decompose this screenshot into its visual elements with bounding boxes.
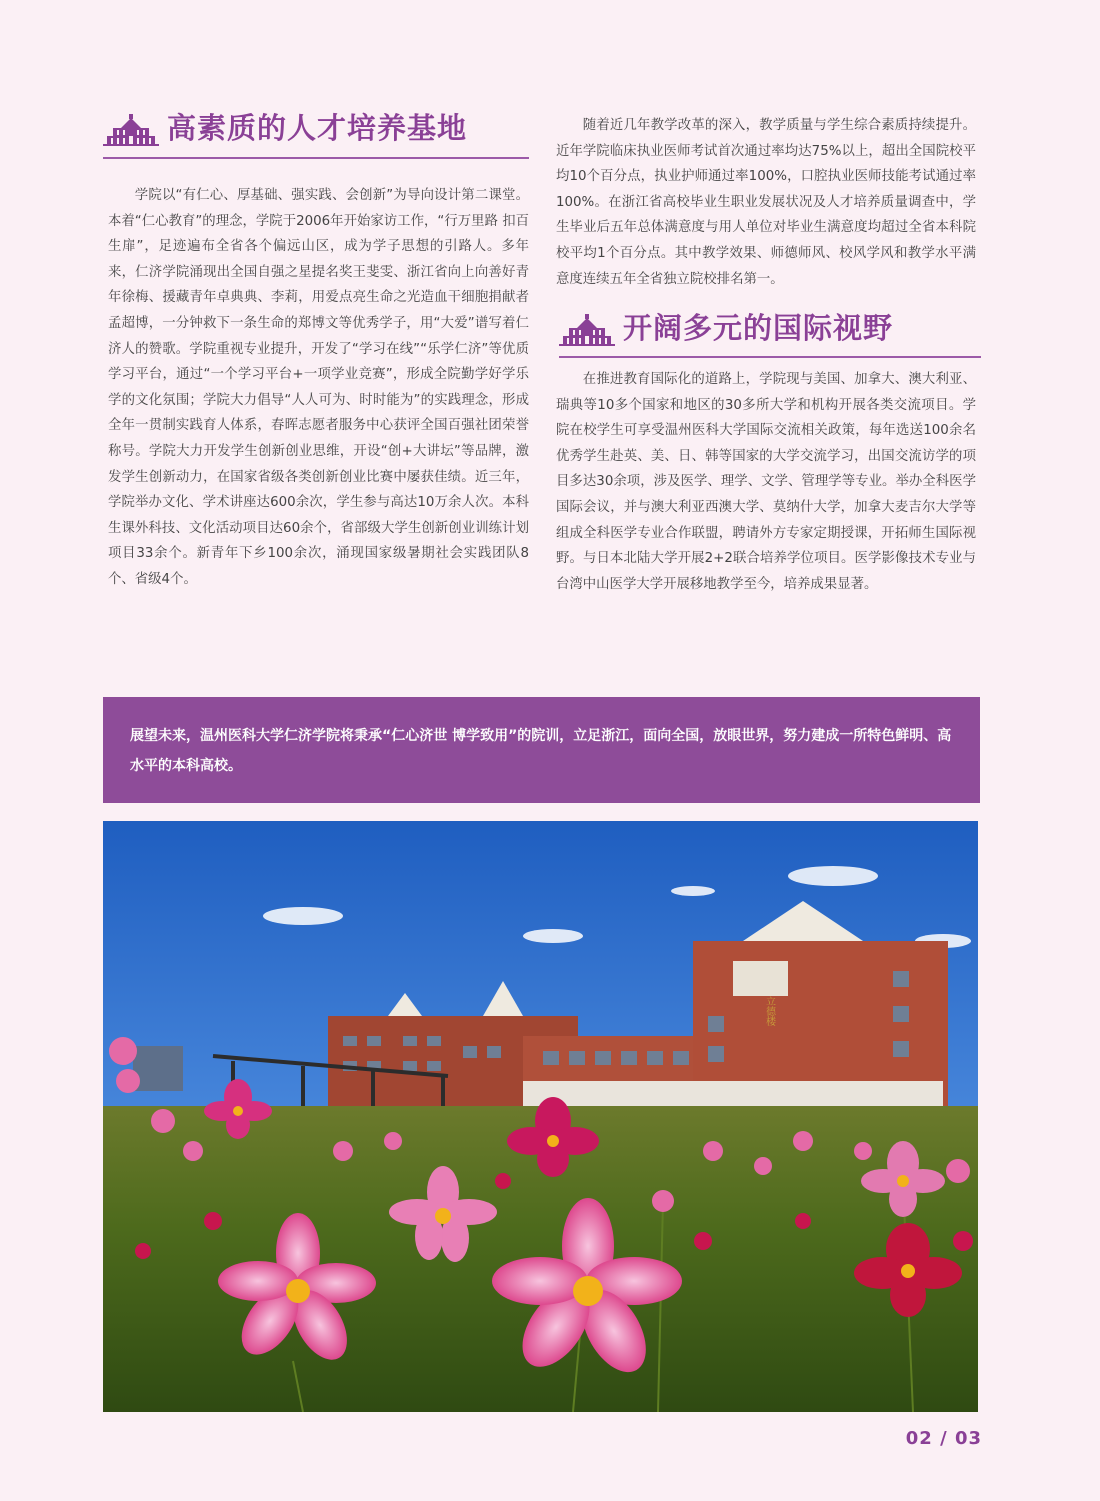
section-paragraph-talent: 学院以“有仁心、厚基础、强实践、会创新”为导向设计第二课堂。本着“仁心教育”的理念，学院于2006年开始家访工作，“行万里路 扣百生扉”，足迹遍布全省各个偏远山区，成为学子思想的引路人。多年来，仁济学院涌现出全国自强之星提名奖王斐雯、浙江省向上向善好青年徐梅、援藏青年卓典典、李莉，用爱点亮生命之光造血干细胞捐献者孟超博，一分钟救下一条生命的郑博文等优秀学子，用“大爱”谱写着仁济人的赞歌。学院重视专业提升，开发了“学习在线”“乐学仁济”等优质学习平台，通过“一个学习平台+一项学业竞赛”，形成全院勤学好学乐学的文化氛围；学院大力倡导“人人可为、时时能为”的实践理念，形成全年一贯制实践育人体系，春晖志愿者服务中心获评全国百强社团荣誉称号。学院大力开发学生创新创业思维，开设“创+大讲坛”等品牌，激发学生创新动力，在国家省级各类创新创业比赛中屡获佳绩。近三年，学院举办文化、学术讲座达600余次，学生参与高达10万余人次。本科生课外科技、文化活动项目达60余个，省部级大学生创新创业训练计划项目33余个。新青年下乡100余次，涌现国家级暑期社会实践团队8个、省级4个。 <box>108 188 529 587</box>
section-title: 开阔多元的国际视野 <box>623 311 894 345</box>
section-paragraph-international: 在推进教育国际化的道路上，学院现与美国、加拿大、澳大利亚、瑞典等10多个国家和地区的30多所大学和机构开展各类交流项目。学院在校学生可享受温州医科大学国际交流相关政策，每年选送100余名优秀学生赴英、美、日、韩等国家的大学交流学习，出国交流访学的项目多达30余项，涉及医学、理学、文学、管理学等专业。举办全科医学国际会议，并与澳大利亚西澳大学、莫纳什大学，加拿大麦吉尔大学等组成全科医学专业合作联盟，聘请外方专家定期授课，开拓师生国际视野。与日本北陆大学开展2+2联合培养学位项目。医学影像技术专业与台湾中山医学大学开展移地教学至今，培养成果显著。 <box>556 372 976 592</box>
page-number: 02 / 03 <box>905 1428 982 1449</box>
vision-banner <box>103 697 980 803</box>
section-heading-talent <box>103 110 467 146</box>
section-divider <box>559 356 981 358</box>
vision-banner-text: 展望未来，温州医科大学仁济学院将秉承“仁心济世 博学致用”的院训，立足浙江，面向全国，放眼世界，努力建成一所特色鲜明、高水平的本科高校。 <box>130 728 952 774</box>
campus-photo <box>103 821 978 1412</box>
section-title: 高素质的人才培养基地 <box>167 111 468 145</box>
building-icon <box>559 314 615 346</box>
campus-illustration <box>103 821 978 1412</box>
section-divider <box>103 157 529 159</box>
building-icon <box>103 114 159 146</box>
distant-building <box>133 1046 183 1091</box>
section-heading-international <box>559 310 893 346</box>
building-sign: 立德楼 <box>763 996 775 1026</box>
section-paragraph-quality: 随着近几年教学改革的深入，教学质量与学生综合素质持续提升。近年学院临床执业医师考试首次通过率均达75%以上，超出全国院校平均10个百分点，执业护师通过率100%，口腔执业医师技能考试通过率100%。在浙江省高校毕业生职业发展状况及人才培养质量调查中，学生毕业后五年总体满意度与用人单位对毕业生满意度均超过全省本科院校平均1个百分点。其中教学效果、师德师风、校风学风和教学水平满意度连续五年全省独立院校排名第一。 <box>556 118 976 287</box>
